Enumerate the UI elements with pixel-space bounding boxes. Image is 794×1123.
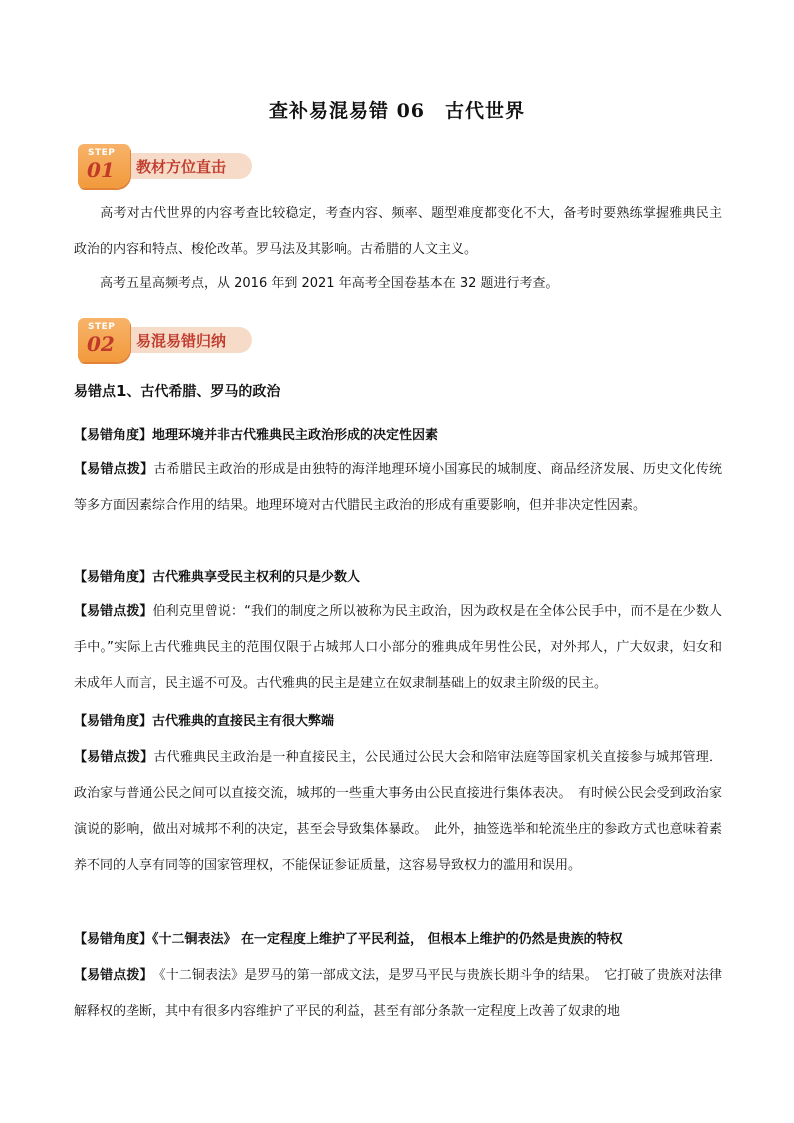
- point-label: 【易错点拨】: [74, 750, 154, 765]
- item-3-point: [74, 740, 722, 884]
- intro-paragraph-1: [74, 196, 722, 268]
- point-label: 【易错点拨】: [74, 968, 147, 983]
- step-01-label: STEP: [88, 148, 116, 158]
- step-01-number: 01: [87, 158, 115, 182]
- item-4-angle-text: 《十二铜表法》 在一定程度上维护了平民利益， 但根本上维护的仍然是贵族的特权: [152, 932, 623, 947]
- item-1-angle-text: 地理环境并非古代雅典民主政治形成的决定性因素: [152, 428, 439, 443]
- item-2-angle: [74, 560, 722, 596]
- point-label: 【易错点拨】: [74, 462, 154, 477]
- intro-text-1: 高考对古代世界的内容考查比较稳定，考查内容、频率、题型难度都变化不大，备考时要熟练掌握雅典民主政治的内容和特点、梭伦改革。罗马法及其影响。古希腊的人文主义。: [74, 206, 722, 257]
- angle-label: 【易错角度】: [74, 570, 153, 585]
- item-4-angle: [74, 922, 722, 958]
- step-02-badge: [78, 318, 130, 362]
- item-2-point: [74, 594, 722, 702]
- step-01-badge: [78, 144, 130, 188]
- angle-label: 【易错角度】: [74, 714, 153, 729]
- section-number: 1: [116, 382, 127, 400]
- step-01-banner: [78, 144, 258, 190]
- angle-label: 【易错角度】: [74, 932, 153, 947]
- item-1-point: [74, 452, 722, 524]
- section-heading-1: [74, 381, 280, 401]
- step-02-banner: [78, 318, 258, 364]
- item-3-point-text: 古代雅典民主政治是一种直接民主，公民通过公民大会和陪审法庭等国家机关直接参与城邦管理． 政治家与普通公民之间可以直接交流，城邦的一些重大事务由公民直接进行集体表决。 有时候公民会受到政治家演说的影响，做出对城邦不利的决定，甚至会导致集体暴政。 此外，抽签选举和轮流坐庄的参政方式也意味着素养不同的人享有同等的国家管理权，不能保证参证质量，这容易导致权力的滥用和误用。: [74, 750, 722, 873]
- angle-label: 【易错角度】: [74, 428, 153, 443]
- step-02-label: STEP: [88, 322, 116, 332]
- item-4-point: [74, 958, 722, 1030]
- item-1-angle: [74, 418, 722, 454]
- step-02-heading: 易混易错归纳: [136, 332, 227, 350]
- section-title: 、古代希腊、罗马的政治: [126, 384, 281, 400]
- step-02-number: 02: [87, 332, 115, 356]
- step-01-heading: 教材方位直击: [136, 158, 227, 176]
- item-3-angle: [74, 704, 722, 740]
- item-4-point-text: 《十二铜表法》是罗马的第一部成文法，是罗马平民与贵族长期斗争的结果。 它打破了贵族对法律解释权的垄断，其中有很多内容维护了平民的利益，甚至有部分条款一定程度上改善了奴隶的地: [74, 968, 722, 1019]
- item-3-angle-text: 古代雅典的直接民主有很大弊端: [152, 714, 335, 729]
- intro-paragraph-2: [74, 266, 722, 302]
- item-1-point-text: 古希腊民主政治的形成是由独特的海洋地理环境小国寡民的城制度、商品经济发展、历史文化传统等多方面因素综合作用的结果。地理环境对古代腊民主政治的形成有重要影响，但并非决定性因素。: [74, 462, 722, 513]
- intro-text-2: 高考五星高频考点，从 2016 年到 2021 年高考全国卷基本在 32 题进行考查。: [100, 276, 559, 291]
- item-2-angle-text: 古代雅典享受民主权利的只是少数人: [152, 570, 361, 585]
- item-2-point-text: 伯利克里曾说：“我们的制度之所以被称为民主政治，因为政权是在全体公民手中，而不是在少数人手中。”实际上古代雅典民主的范围仅限于占城邦人口小部分的雅典成年男性公民，对外邦人，广大奴隶，妇女和未成年人而言，民主遥不可及。古代雅典的民主是建立在奴隶制基础上的奴隶主阶级的民主。: [74, 604, 722, 691]
- point-label: 【易错点拨】: [74, 604, 153, 619]
- section-prefix: 易错点: [74, 384, 116, 400]
- page-title: 查补易混易错 06 古代世界: [268, 100, 526, 122]
